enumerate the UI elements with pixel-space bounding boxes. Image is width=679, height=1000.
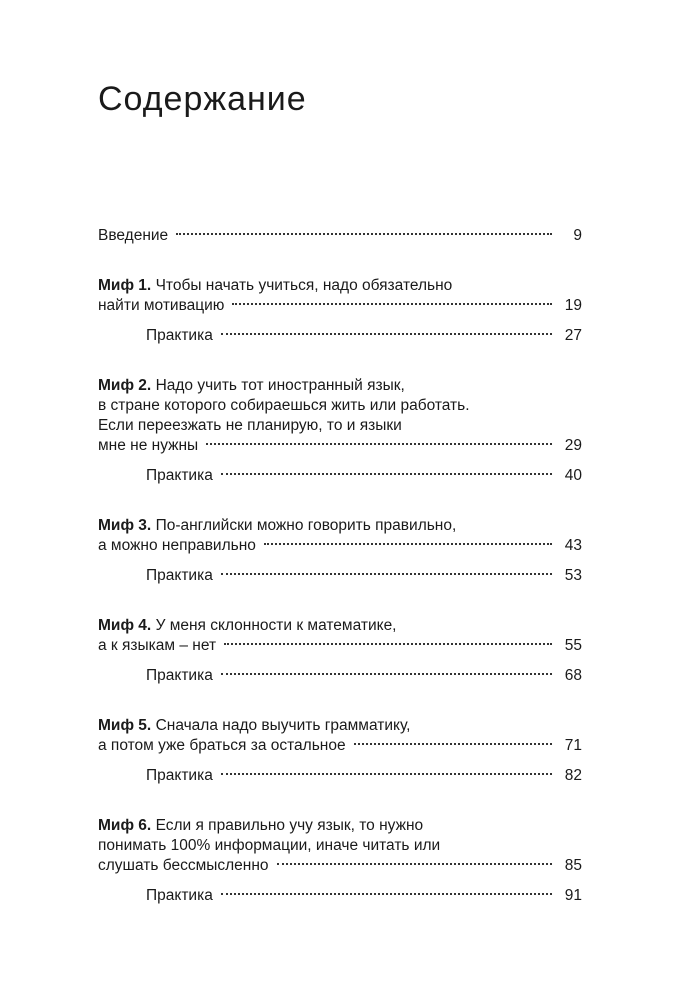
toc-myth-line[interactable] [98, 376, 582, 396]
dot-leader [277, 863, 552, 865]
practice-label: Практика [146, 767, 213, 784]
toc-entry-title: найти мотивацию [98, 297, 225, 314]
practice-label: Практика [146, 567, 213, 584]
toc-myth-last-line[interactable] [98, 856, 582, 876]
table-of-contents [98, 220, 582, 906]
toc-practice-entry[interactable] [98, 886, 582, 906]
toc-practice-entry[interactable] [98, 326, 582, 346]
toc-entry-title: Введение [98, 227, 169, 244]
toc-entry-title: а к языкам – нет [98, 637, 217, 654]
toc-page-number: 43 [564, 537, 582, 554]
toc-entry-title: а можно неправильно [98, 537, 256, 554]
toc-myth-line[interactable] [98, 836, 582, 856]
toc-practice-entry[interactable] [98, 466, 582, 486]
practice-label: Практика [146, 887, 213, 904]
dot-leader [221, 473, 552, 475]
toc-myth-last-line[interactable] [98, 636, 582, 656]
toc-myth-entry-3 [98, 516, 582, 586]
toc-page-number: 19 [564, 297, 582, 314]
dot-leader [221, 673, 552, 675]
myth-label: Миф 4. [98, 617, 152, 634]
toc-myth-line-text: Чтобы начать учиться, надо обязательно [155, 277, 453, 294]
toc-myth-entry-2 [98, 376, 582, 486]
dot-leader [206, 443, 552, 445]
dot-leader [264, 543, 552, 545]
toc-page-number: 55 [564, 637, 582, 654]
toc-myth-line[interactable] [98, 276, 582, 296]
toc-myth-line[interactable] [98, 616, 582, 636]
toc-page-number: 40 [564, 467, 582, 484]
dot-leader [221, 573, 552, 575]
myth-label: Миф 6. [98, 817, 152, 834]
toc-page-number: 91 [564, 887, 582, 904]
toc-page-number: 82 [564, 767, 582, 784]
toc-myth-last-line[interactable] [98, 736, 582, 756]
toc-myth-line-text: Сначала надо выучить грамматику, [155, 717, 411, 734]
toc-myth-entry-5 [98, 716, 582, 786]
toc-myth-line-text: Надо учить тот иностранный язык, [155, 377, 405, 394]
toc-page-number: 68 [564, 667, 582, 684]
toc-myth-line-text: понимать 100% информации, иначе читать или [98, 837, 441, 854]
dot-leader [232, 303, 552, 305]
toc-myth-line[interactable] [98, 416, 582, 436]
dot-leader [221, 893, 552, 895]
toc-myth-line[interactable] [98, 816, 582, 836]
toc-myth-last-line[interactable] [98, 536, 582, 556]
myth-label: Миф 3. [98, 517, 152, 534]
toc-entry-title: слушать бессмысленно [98, 857, 269, 874]
myth-label: Миф 2. [98, 377, 152, 394]
toc-myth-line-text: У меня склонности к математике, [155, 617, 397, 634]
toc-myth-line-text: Если я правильно учу язык, то нужно [155, 817, 424, 834]
myth-label: Миф 1. [98, 277, 152, 294]
toc-myth-line-text: По-английски можно говорить правильно, [155, 517, 457, 534]
toc-myth-line[interactable] [98, 716, 582, 736]
dot-leader [176, 233, 552, 235]
dot-leader [221, 773, 552, 775]
practice-label: Практика [146, 467, 213, 484]
toc-page-number: 71 [564, 737, 582, 754]
practice-label: Практика [146, 667, 213, 684]
toc-practice-entry[interactable] [98, 666, 582, 686]
myth-label: Миф 5. [98, 717, 152, 734]
toc-myth-line[interactable] [98, 396, 582, 416]
toc-entry-title: мне не нужны [98, 437, 199, 454]
practice-label: Практика [146, 327, 213, 344]
toc-myth-entry-6 [98, 816, 582, 906]
toc-myth-line-text: в стране которого собираешься жить или работать. [98, 397, 470, 414]
toc-page-number: 29 [564, 437, 582, 454]
toc-myth-last-line[interactable] [98, 296, 582, 316]
toc-myth-entry-4 [98, 616, 582, 686]
dot-leader [224, 643, 552, 645]
toc-myth-line-text: Если переезжать не планирую, то и языки [98, 417, 402, 434]
dot-leader [354, 743, 552, 745]
toc-entry-intro[interactable] [98, 226, 582, 246]
toc-page-number: 27 [564, 327, 582, 344]
toc-practice-entry[interactable] [98, 566, 582, 586]
toc-page-number: 85 [564, 857, 582, 874]
toc-myth-line[interactable] [98, 516, 582, 536]
page-title: Содержание [98, 80, 307, 118]
dot-leader [221, 333, 552, 335]
toc-page-number: 9 [573, 227, 582, 244]
toc-entry-title: а потом уже браться за остальное [98, 737, 346, 754]
toc-page-number: 53 [564, 567, 582, 584]
toc-practice-entry[interactable] [98, 766, 582, 786]
toc-myth-last-line[interactable] [98, 436, 582, 456]
toc-myth-entry-1 [98, 276, 582, 346]
